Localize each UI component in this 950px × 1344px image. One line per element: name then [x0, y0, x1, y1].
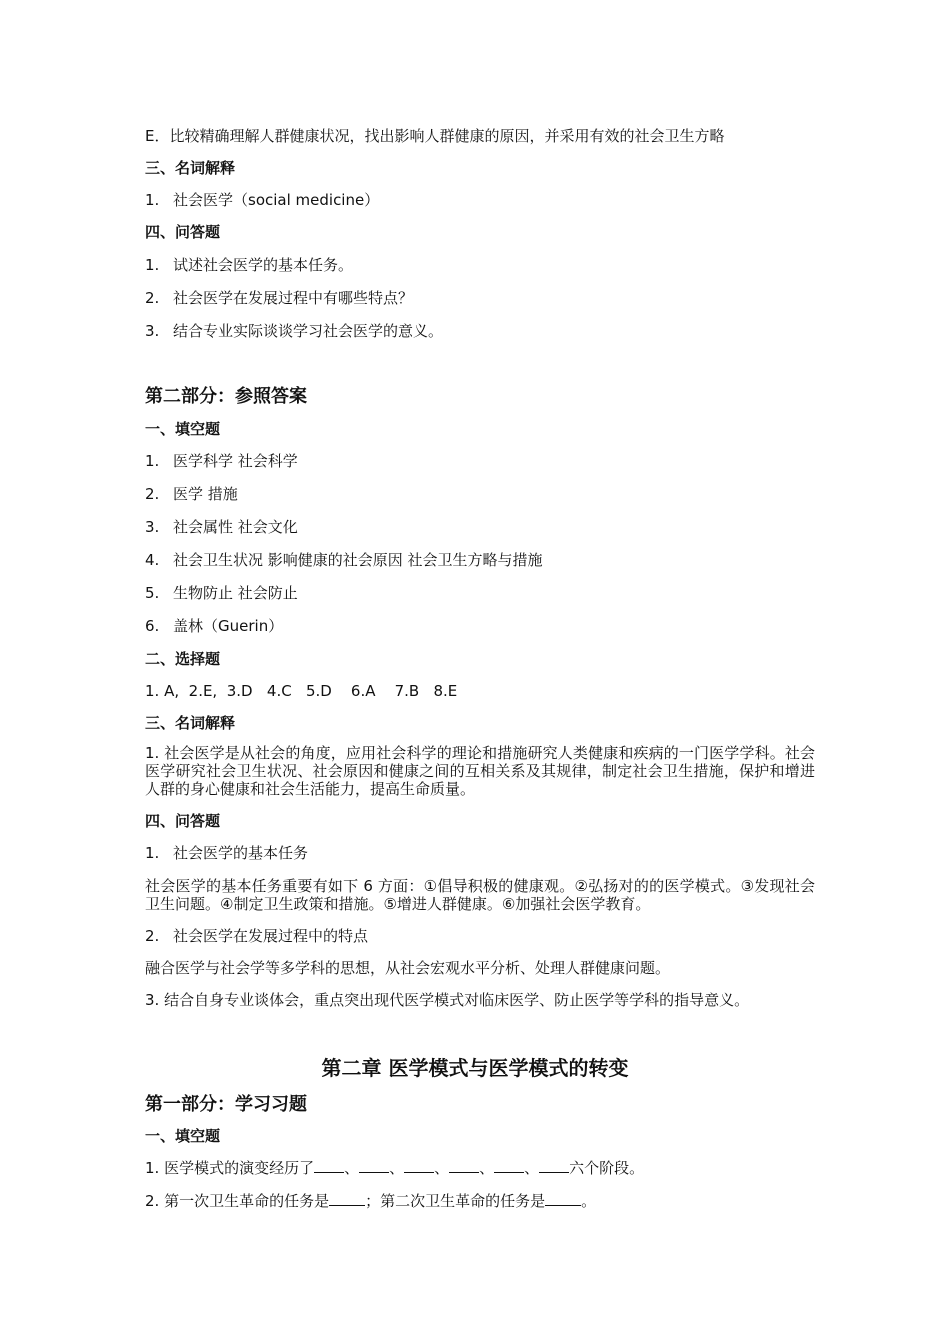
- item-text: 社会属性 社会文化: [173, 518, 298, 536]
- question-text: 1. 医学模式的演变经历了: [145, 1159, 315, 1177]
- question-text: 2. 第一次卫生革命的任务是: [145, 1192, 330, 1210]
- qa-answer-3: 3. 结合自身专业谈体会，重点突出现代医学模式对临床医学、防止医学等学科的指导意义。: [145, 991, 750, 1009]
- item-number: 3.: [145, 518, 160, 536]
- section-heading-qa: 四、问答题: [145, 223, 221, 241]
- item-number: 6.: [145, 617, 160, 635]
- item-number: 5.: [145, 584, 160, 602]
- fill-answer-6: [145, 616, 815, 636]
- question-text-end: 。: [581, 1192, 597, 1210]
- separator: 、: [479, 1159, 495, 1177]
- item-number: 3.: [145, 322, 160, 340]
- separator: 、: [389, 1159, 405, 1177]
- answer-blank: [449, 1158, 479, 1173]
- item-number: 2.: [145, 289, 160, 307]
- section-heading-fill-ch2: 一、填空题: [145, 1127, 221, 1145]
- section-heading-fill: 一、填空题: [145, 420, 221, 438]
- question-text-mid: ；第二次卫生革命的任务是: [365, 1192, 546, 1210]
- qa-answer-2-heading: [145, 926, 815, 946]
- part-title-exercises: 第一部分：学习习题: [145, 1094, 307, 1115]
- item-number: 2.: [145, 485, 160, 503]
- section-heading-terms-answer: 三、名词解释: [145, 714, 236, 732]
- term-item-1: [145, 190, 815, 210]
- item-text: 社会医学在发展过程中的特点: [173, 927, 369, 945]
- item-text: 社会医学的基本任务: [173, 844, 309, 862]
- item-text: 盖林（Guerin）: [173, 617, 284, 635]
- chapter-title: 第二章 医学模式与医学模式的转变: [321, 1056, 629, 1080]
- answer-blank: [545, 1191, 581, 1206]
- question-3: [145, 321, 815, 341]
- qa-answer-1-body: 社会医学的基本任务重要有如下 6 方面：①倡导积极的健康观。②弘扬对的的医学模式。③发现社会卫生问题。④制定卫生政策和措施。⑤增进人群健康。⑥加强社会医学教育。: [145, 877, 815, 913]
- separator: 、: [344, 1159, 360, 1177]
- item-text: 社会卫生状况 影响健康的社会原因 社会卫生方略与措施: [173, 551, 543, 569]
- fill-answer-2: [145, 484, 815, 504]
- answer-blank: [539, 1158, 569, 1173]
- item-text: 社会医学（social medicine）: [173, 191, 380, 209]
- fill-answer-3: [145, 517, 815, 537]
- fill-answer-5: [145, 583, 815, 603]
- item-number: 1.: [145, 452, 160, 470]
- qa-answer-1-heading: [145, 843, 815, 863]
- fill-answer-4: [145, 550, 815, 570]
- option-e: E．比较精确理解人群健康状况，找出影响人群健康的原因，并采用有效的社会卫生方略: [145, 127, 725, 145]
- separator: 、: [524, 1159, 540, 1177]
- question-2: [145, 288, 815, 308]
- answer-blank: [314, 1158, 344, 1173]
- answer-blank: [494, 1158, 524, 1173]
- answer-blank: [404, 1158, 434, 1173]
- item-text: 社会医学在发展过程中有哪些特点？: [173, 289, 414, 307]
- item-number: 4.: [145, 551, 160, 569]
- item-text: 生物防止 社会防止: [173, 584, 298, 602]
- term-answer-paragraph: 1. 社会医学是从社会的角度，应用社会科学的理论和措施研究人类健康和疾病的一门医学学科。社会医学研究社会卫生状况、社会原因和健康之间的互相关系及其规律，制定社会卫生措施，保护和增进人群的身心健康和社会生活能力，提高生命质量。: [145, 744, 815, 798]
- section-heading-choice: 二、选择题: [145, 650, 221, 668]
- item-number: 1.: [145, 191, 160, 209]
- exercise-fill-2: [145, 1191, 815, 1211]
- question-1: [145, 255, 815, 275]
- item-number: 1.: [145, 844, 160, 862]
- separator: 、: [434, 1159, 450, 1177]
- exercise-fill-1: [145, 1158, 815, 1178]
- section-heading-terms: 三、名词解释: [145, 159, 236, 177]
- item-number: 2.: [145, 927, 160, 945]
- fill-answer-1: [145, 451, 815, 471]
- item-text: 试述社会医学的基本任务。: [173, 256, 354, 274]
- answer-blank: [329, 1191, 365, 1206]
- section-heading-qa-answer: 四、问答题: [145, 812, 221, 830]
- question-text-end: 六个阶段。: [569, 1159, 645, 1177]
- part-title-answers: 第二部分：参照答案: [145, 386, 307, 407]
- qa-answer-2-body: 融合医学与社会学等多学科的思想，从社会宏观水平分析、处理人群健康问题。: [145, 959, 671, 977]
- item-text: 医学科学 社会科学: [173, 452, 298, 470]
- answer-blank: [359, 1158, 389, 1173]
- item-text: 结合专业实际谈谈学习社会医学的意义。: [173, 322, 444, 340]
- item-text: 医学 措施: [173, 485, 238, 503]
- choice-answers: 1. A, 2.E, 3.D 4.C 5.D 6.A 7.B 8.E: [145, 682, 458, 700]
- item-number: 1.: [145, 256, 160, 274]
